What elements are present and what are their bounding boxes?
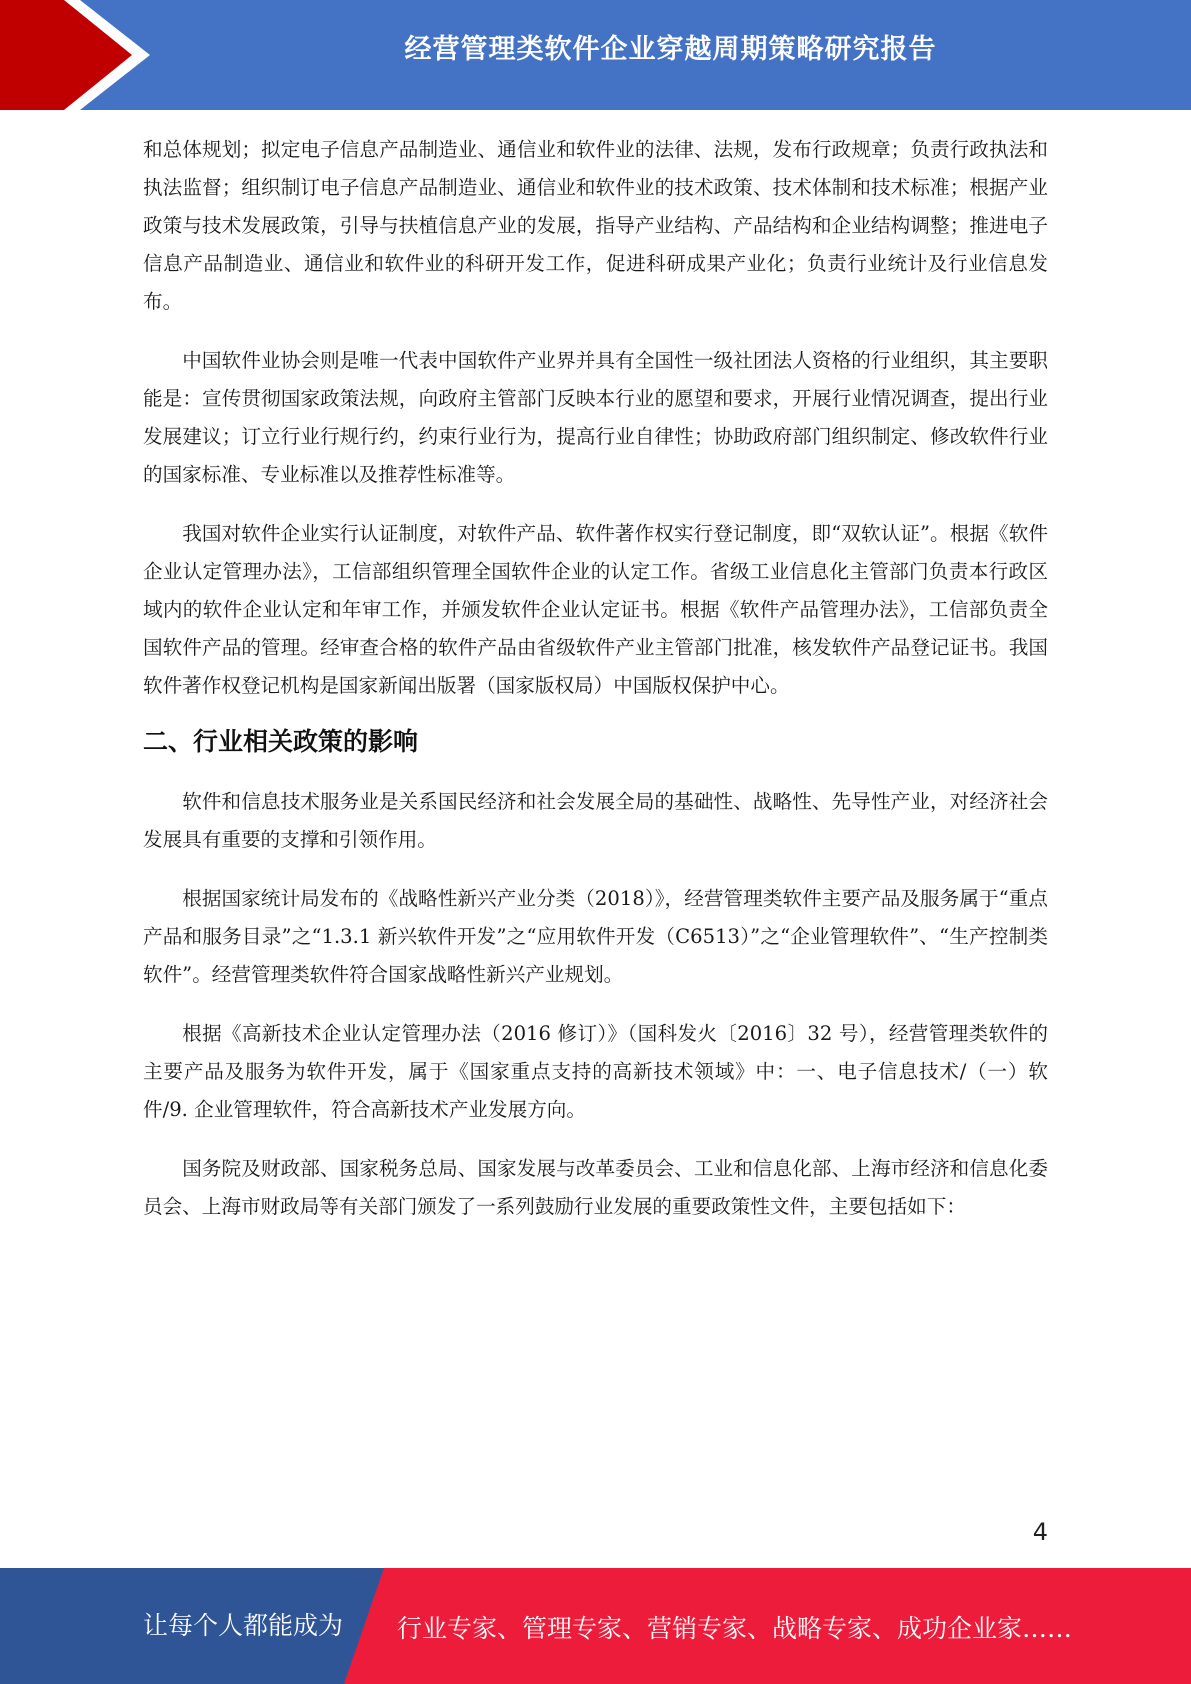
footer-slogan-left: 让每个人都能成为 [143,1611,344,1640]
paragraph-software-association: 中国软件业协会则是唯一代表中国软件产业界并具有全国性一级社团法人资格的行业组织，其主要职能是：宣传贯彻国家政策法规，向政府主管部门反映本行业的愿望和要求，开展行业情况调查，提出行业发展建议；订立行业行规行约，约束行业行为，提高行业自律性；协助政府部门组织制定、修改软件行业的国家标准、专业标准以及推荐性标准等。 [143,349,1048,486]
paragraph-industry-importance: 软件和信息技术服务业是关系国民经济和社会发展全局的基础性、战略性、先导性产业，对经济社会发展具有重要的支撑和引领作用。 [143,790,1048,851]
paragraph-high-tech-certification: 根据《高新技术企业认定管理办法（2016 修订）》（国科发火〔2016〕32 号），经营管理类软件的主要产品及服务为软件开发，属于《国家重点支持的高新技术领域》中：一、电子信息技术/（一）软件/9. 企业管理软件，符合高新技术产业发展方向。 [143,1022,1048,1121]
document-body [143,131,1048,1247]
report-title: 经营管理类软件企业穿越周期策略研究报告 [404,34,937,65]
header-banner [0,0,1191,110]
footer-banner [0,1568,1191,1684]
section-heading: 二、行业相关政策的影响 [143,727,419,756]
paragraph-policy-documents: 国务院及财政部、国家税务总局、国家发展与改革委员会、工业和信息化部、上海市经济和信息化委员会、上海市财政局等有关部门颁发了一系列鼓励行业发展的重要政策性文件，主要包括如下： [143,1157,1048,1218]
paragraph-continuation: 和总体规划；拟定电子信息产品制造业、通信业和软件业的法律、法规，发布行政规章；负责行政执法和执法监督；组织制订电子信息产品制造业、通信业和软件业的技术政策、技术体制和技术标准；根据产业政策与技术发展政策，引导与扶植信息产业的发展，指导产业结构、产品结构和企业结构调整；推进电子信息产品制造业、通信业和软件业的科研开发工作，促进科研成果产业化；负责行业统计及行业信息发布。 [143,138,1048,313]
footer-slogan-right: 行业专家、管理专家、营销专家、战略专家、成功企业家…… [397,1614,1073,1643]
paragraph-strategic-classification: 根据国家统计局发布的《战略性新兴产业分类（2018）》，经营管理类软件主要产品及服务属于“重点产品和服务目录”之“1.3.1 新兴软件开发”之“应用软件开发（C6513）”之“企业管理软件”、“生产控制类软件”。经营管理类软件符合国家战略性新兴产业规划。 [143,887,1048,986]
red-chevron-icon [0,0,150,110]
paragraph-dual-certification: 我国对软件企业实行认证制度，对软件产品、软件著作权实行登记制度，即“双软认证”。根据《软件企业认定管理办法》，工信部组织管理全国软件企业的认定工作。省级工业信息化主管部门负责本行政区域内的软件企业认定和年审工作，并颁发软件企业认定证书。根据《软件产品管理办法》，工信部负责全国软件产品的管理。经审查合格的软件产品由省级软件产业主管部门批准，核发软件产品登记证书。我国软件著作权登记机构是国家新闻出版署（国家版权局）中国版权保护中心。 [143,522,1048,697]
page-number: 4 [1032,1518,1048,1546]
